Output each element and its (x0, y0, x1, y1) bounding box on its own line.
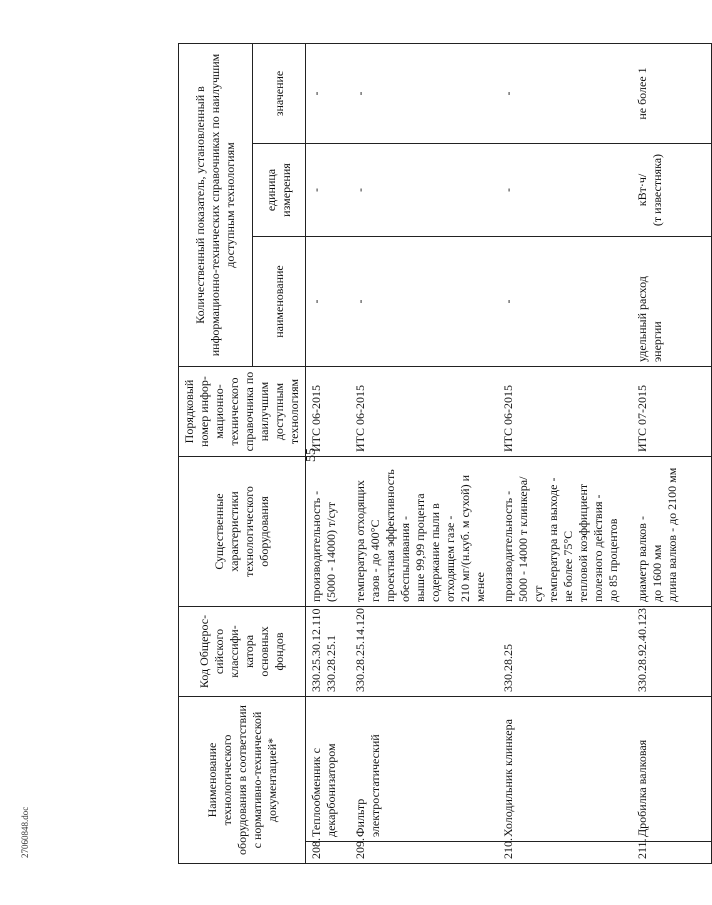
indicator-value: не более 1 (632, 44, 712, 144)
row-number: 208. (306, 842, 350, 864)
row-number: 209. (350, 842, 498, 864)
equipment-name: Теплообменник с декарбонизатором (306, 697, 350, 842)
indicator-name: - (498, 237, 632, 367)
indicator-name: - (306, 237, 350, 367)
rotated-table-wrapper (178, 9, 679, 864)
equipment-name: Фильтр электростатический (350, 697, 498, 842)
indicator-unit: - (350, 144, 498, 237)
header-name: Наименование технологического оборудования в соответствии с нормативно-технической документацией* (179, 697, 306, 864)
equipment-name: Холодильник клинкера (498, 697, 632, 842)
equipment-code: 330.28.25.14.120 (350, 607, 498, 697)
indicator-unit: - (498, 144, 632, 237)
table-row (498, 44, 632, 864)
equipment-characteristics: диаметр валков - до 1600 мм длина валков - до 2100 мм (632, 457, 712, 607)
row-number: 211. (632, 842, 712, 864)
header-characteristics: Существенные характеристики технологического оборудования (179, 457, 306, 607)
header-indicator-name: наименование (253, 237, 306, 367)
header-row-1 (179, 44, 253, 864)
indicator-unit: - (306, 144, 350, 237)
its-number: ИТС 06-2015 (306, 367, 350, 457)
its-number: ИТС 06-2015 (498, 367, 632, 457)
equipment-code: 330.25.30.12.110 330.28.25.1 (306, 607, 350, 697)
header-indicator-unit: единица измерения (253, 144, 306, 237)
indicator-unit: кВт·ч/ (т известняка) (632, 144, 712, 237)
equipment-table (178, 43, 712, 864)
indicator-value: - (306, 44, 350, 144)
table-row (350, 44, 498, 864)
header-code: Код Общерос-сийского классифи-катора основных фондов (179, 607, 306, 697)
page-number: 55 (304, 448, 319, 462)
its-number: ИТС 06-2015 (350, 367, 498, 457)
header-indicator-value: значение (253, 44, 306, 144)
equipment-code: 330.28.25 (498, 607, 632, 697)
equipment-characteristics: производительность - (5000 - 14000) т/сут (306, 457, 350, 607)
equipment-name: Дробилка валковая (632, 697, 712, 842)
header-its-number: Порядковый номер инфор-мационно-технического справочника по наилучшим доступным технологиям (179, 367, 306, 457)
its-number: ИТС 07-2015 (632, 367, 712, 457)
table-row (306, 44, 350, 864)
indicator-name: - (350, 237, 498, 367)
indicator-value: - (350, 44, 498, 144)
header-indicator-group: Количественный показатель, установленный в информационно-технических справочниках по наилучшим доступным технологиям (179, 44, 253, 367)
row-number: 210. (498, 842, 632, 864)
table-row (632, 44, 712, 864)
equipment-code: 330.28.92.40.123 (632, 607, 712, 697)
file-tag: 27060848.doc (20, 806, 30, 858)
indicator-value: - (498, 44, 632, 144)
equipment-characteristics: производительность - 5000 - 14000 т клинкера/сут температура на выходе - не более 75°С тепловой коэффициент полезного действия - до 85 процентов (498, 457, 632, 607)
indicator-name: удельный расход энергии (632, 237, 712, 367)
equipment-characteristics: температура отходящих газов - до 400°С проектная эффективность обеспыливания - выше 99,99 процента содержание пыли в отходящем газе - 210 мг/(н.куб. м сухой) и менее (350, 457, 498, 607)
